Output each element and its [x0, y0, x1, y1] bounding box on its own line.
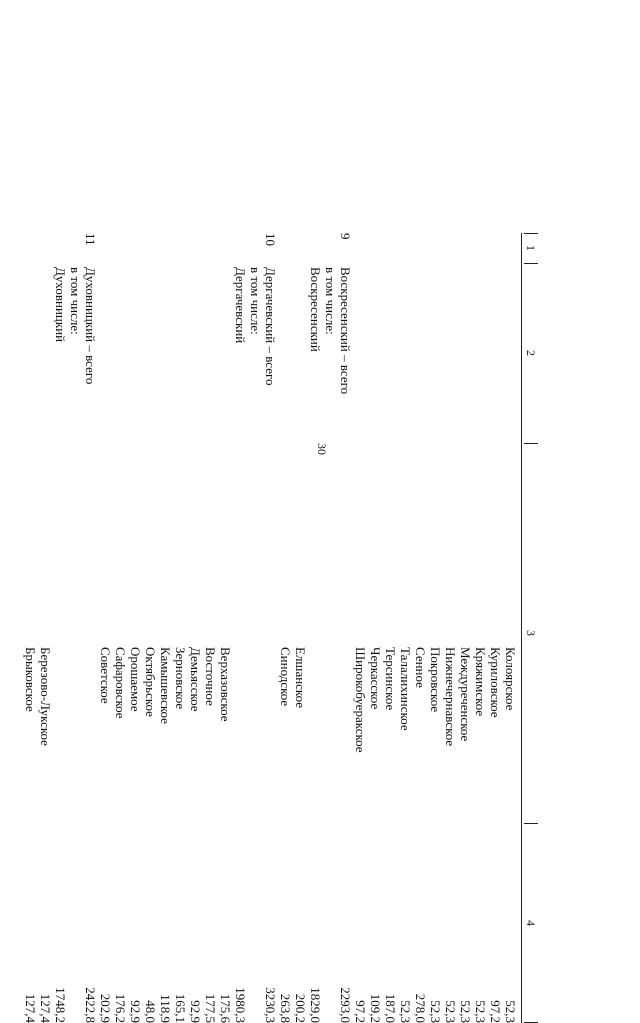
- header-divider: [524, 263, 538, 264]
- header-cell-2: 2: [521, 263, 538, 443]
- district-cell: Дергачевский: [233, 267, 248, 344]
- value-cell: 52,3: [503, 1000, 518, 1023]
- settlement-cell: Колоярское: [503, 647, 518, 711]
- value-cell: 48,0: [143, 1000, 158, 1023]
- row-number: 10: [263, 233, 278, 246]
- value-cell: 200,2: [293, 993, 308, 1023]
- header-cell-3: 3: [521, 443, 538, 823]
- value-cell: 165,1: [173, 993, 188, 1023]
- settlement-cell: Покровское: [428, 647, 443, 713]
- page-number: 30: [315, 443, 329, 455]
- header-cell-1: 1: [521, 233, 538, 263]
- value-cell: 97,2: [488, 1000, 503, 1023]
- settlement-cell: Талалихинское: [398, 647, 413, 731]
- settlement-cell: Камышевское: [158, 647, 173, 724]
- value-cell: 1980,3: [233, 987, 248, 1023]
- district-cell: Духовницкий: [53, 267, 68, 343]
- settlement-cell: Елшанское: [293, 647, 308, 709]
- district-cell: в том числе:: [248, 267, 263, 335]
- settlement-cell: Орошаемое: [128, 647, 143, 712]
- district-cell: Воскресенский: [308, 267, 323, 352]
- header-divider: [524, 443, 538, 444]
- value-cell: 177,5: [203, 993, 218, 1023]
- header-divider: [524, 823, 538, 824]
- value-cell: 2293,0: [338, 987, 353, 1023]
- value-cell: 52,3: [398, 1000, 413, 1023]
- settlement-cell: Широкобуеракское: [353, 647, 368, 753]
- value-cell: 127,4: [38, 993, 53, 1023]
- settlement-cell: Кряжимское: [473, 647, 488, 717]
- value-cell: 2422,8: [83, 987, 98, 1023]
- value-cell: 52,3: [443, 1000, 458, 1023]
- header-cell-4: 4: [521, 823, 538, 1023]
- value-cell: 278,0: [413, 993, 428, 1023]
- value-cell: 52,3: [428, 1000, 443, 1023]
- settlement-cell: Демьясское: [188, 647, 203, 712]
- value-cell: 176,2: [113, 993, 128, 1023]
- district-cell: Духовницкий – всего: [83, 267, 98, 385]
- settlement-cell: Куриловское: [488, 647, 503, 718]
- value-cell: 52,3: [458, 1000, 473, 1023]
- row-number: 9: [338, 233, 353, 240]
- settlement-cell: Сафаровское: [113, 647, 128, 719]
- district-cell: в том числе:: [68, 267, 83, 335]
- district-cell: в том числе:: [323, 267, 338, 335]
- value-cell: 52,3: [473, 1000, 488, 1023]
- value-cell: 187,0: [383, 993, 398, 1023]
- value-cell: 175,6: [218, 993, 233, 1023]
- district-cell: Воскресенский – всего: [338, 267, 353, 395]
- value-cell: 1748,2: [53, 987, 68, 1023]
- district-cell: Дергачевский – всего: [263, 267, 278, 386]
- settlement-cell: Черкасское: [368, 647, 383, 710]
- settlement-cell: Зерновское: [173, 647, 188, 710]
- header-divider: [524, 233, 538, 234]
- settlement-cell: Октябрьское: [143, 647, 158, 717]
- value-cell: 92,9: [128, 1000, 143, 1023]
- settlement-cell: Березово-Лукское: [38, 647, 53, 746]
- settlement-cell: Нижнечернавское: [443, 647, 458, 747]
- value-cell: 118,9: [158, 994, 173, 1023]
- value-cell: 92,9: [188, 1000, 203, 1023]
- value-cell: 202,9: [98, 993, 113, 1023]
- value-cell: 1829,0: [308, 987, 323, 1023]
- settlement-cell: Советское: [98, 647, 113, 704]
- value-cell: 109,2: [368, 993, 383, 1023]
- row-number: 11: [83, 233, 98, 246]
- value-cell: 263,8: [278, 993, 293, 1023]
- settlement-cell: Брыковское: [23, 647, 38, 712]
- settlement-cell: Сенное: [413, 647, 428, 688]
- settlement-cell: Синодское: [278, 647, 293, 707]
- settlement-cell: Междуреченское: [458, 647, 473, 742]
- settlement-cell: Терсинское: [383, 647, 398, 711]
- value-cell: 127,4: [23, 993, 38, 1023]
- value-cell: 3230,3: [263, 987, 278, 1023]
- settlement-cell: Верхазовское: [218, 647, 233, 722]
- value-cell: 97,2: [353, 1000, 368, 1023]
- settlement-cell: Восточное: [203, 647, 218, 706]
